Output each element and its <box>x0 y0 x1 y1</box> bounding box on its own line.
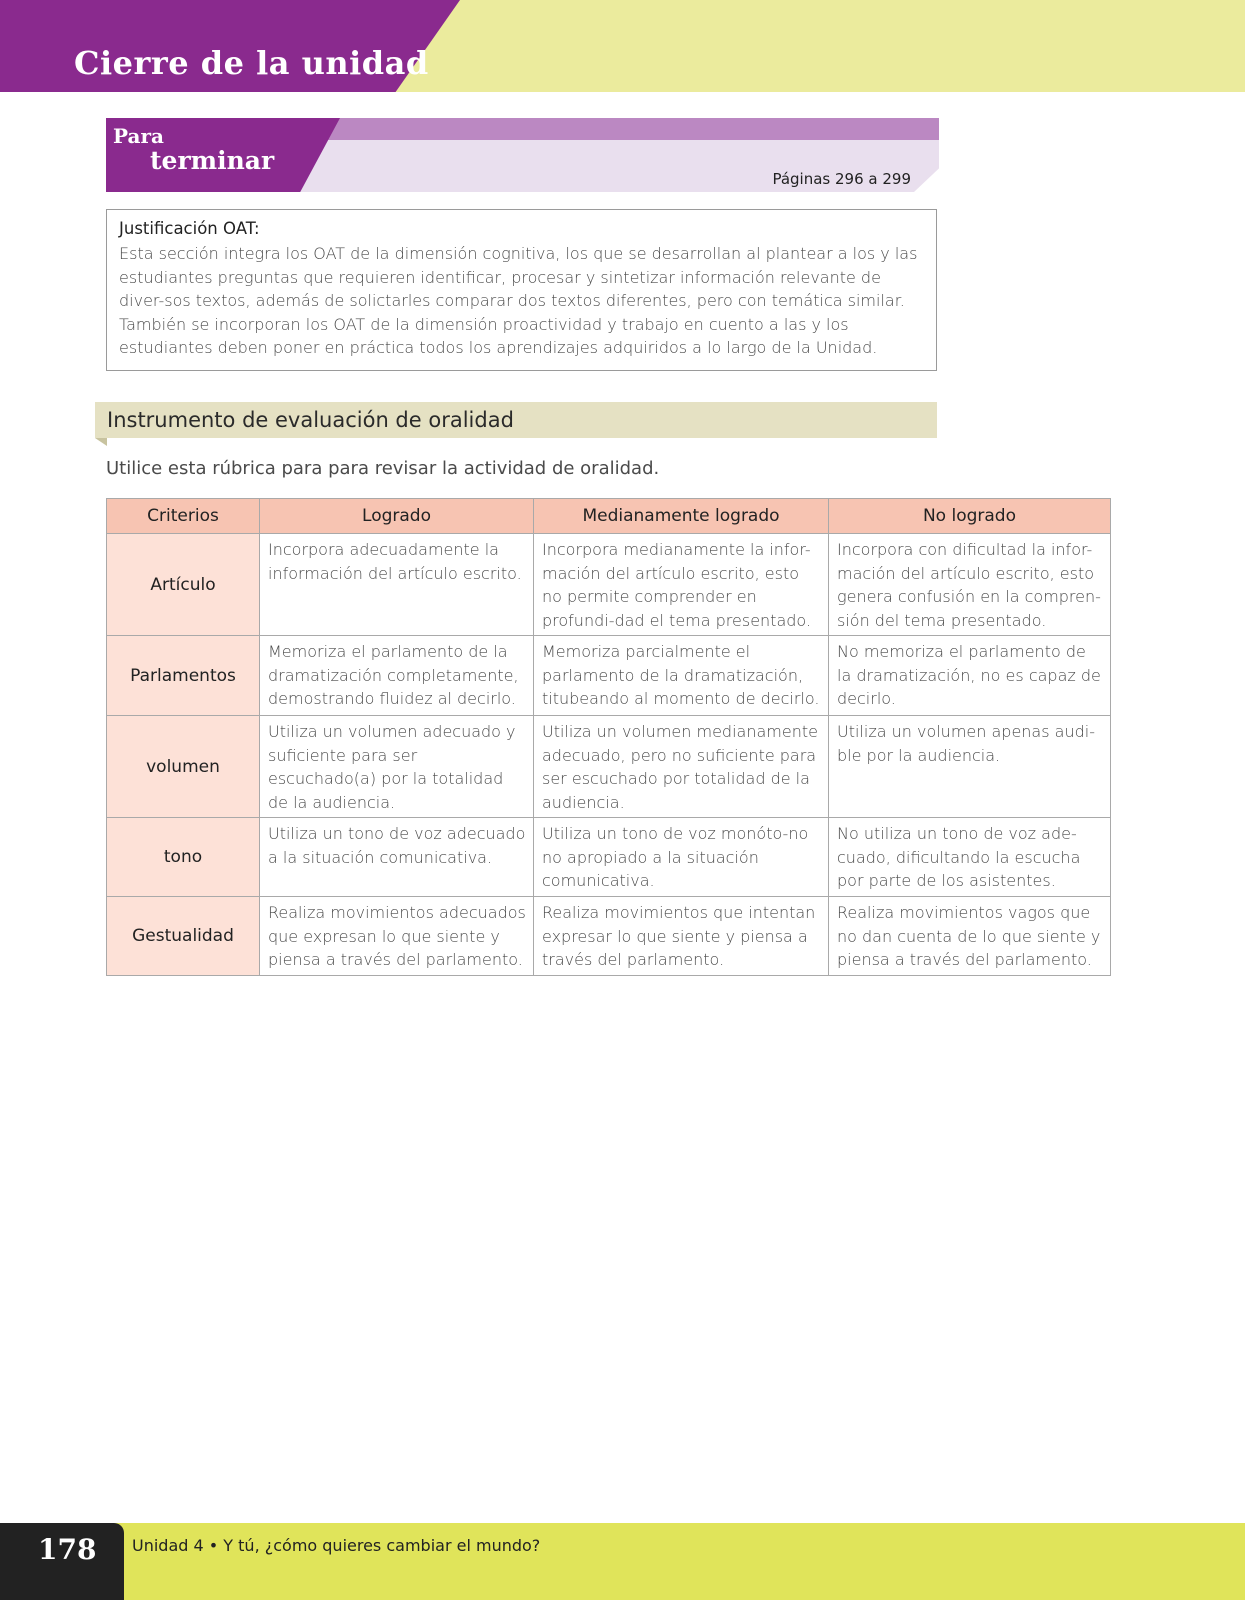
oat-justification-box <box>106 209 937 371</box>
medianamente-cell: Memoriza parcialmente el parlamento de la dramatización, titubeando al momento de decirlo. <box>534 636 829 716</box>
criterion-cell: tono <box>107 818 260 897</box>
medianamente-cell: Utiliza un volumen medianamente adecuado, pero no suficiente para ser escuchado por totalidad de la audiencia. <box>534 716 829 818</box>
page-number-tab <box>0 1523 124 1600</box>
logrado-cell: Utiliza un volumen adecuado y suficiente para ser escuchado(a) por la totalidad de la audiencia. <box>260 716 534 818</box>
banner-pages: Páginas 296 a 299 <box>772 170 911 188</box>
no-logrado-cell: Realiza movimientos vagos que no dan cuenta de lo que siente y piensa a través del parlamento. <box>829 897 1111 976</box>
page-title: Cierre de la unidad <box>74 44 429 82</box>
footer-band <box>0 1523 1245 1600</box>
logrado-cell: Utiliza un tono de voz adecuado a la situación comunicativa. <box>260 818 534 897</box>
table-row <box>107 716 1111 818</box>
rubric-table <box>106 498 1111 976</box>
section-title: Instrumento de evaluación de oralidad <box>107 408 514 432</box>
logrado-cell: Realiza movimientos adecuados que expresan lo que siente y piensa a través del parlamento. <box>260 897 534 976</box>
logrado-cell: Incorpora adecuadamente la información del artículo escrito. <box>260 534 534 636</box>
header-no-logrado: No logrado <box>829 499 1111 534</box>
logrado-cell: Memoriza el parlamento de la dramatización completamente, demostrando fluidez al decirlo. <box>260 636 534 716</box>
table-row <box>107 818 1111 897</box>
header-logrado: Logrado <box>260 499 534 534</box>
page-number: 178 <box>38 1533 97 1566</box>
header-medianamente-logrado: Medianamente logrado <box>534 499 829 534</box>
oat-title: Justificación OAT: <box>119 219 260 238</box>
table-row <box>107 636 1111 716</box>
para-terminar-banner <box>106 118 939 192</box>
section-heading-fold <box>95 438 107 446</box>
medianamente-cell: Realiza movimientos que intentan expresar lo que siente y piensa a través del parlamento. <box>534 897 829 976</box>
table-row <box>107 897 1111 976</box>
medianamente-cell: Incorpora medianamente la infor-mación del artículo escrito, esto no permite comprender en profundi-dad el tema presentado. <box>534 534 829 636</box>
criterion-cell: Artículo <box>107 534 260 636</box>
oat-text: Esta sección integra los OAT de la dimensión cognitiva, los que se desarrollan al plantear a los y las estudiantes preguntas que requieren identificar, procesar y sintetizar información relevante de diver-sos textos, además de solictarles comparar dos textos diferentes, pero con temática similar. También se incorporan los OAT de la dimensión proactividad y trabajo en cuento a las y los estudiantes deben poner en práctica todos los aprendizajes adquiridos a lo largo de la Unidad. <box>119 244 918 357</box>
table-row <box>107 534 1111 636</box>
banner-line1: Para <box>113 124 164 148</box>
no-logrado-cell: Incorpora con dificultad la infor-mación del artículo escrito, esto genera confusión en la compren-sión del tema presentado. <box>829 534 1111 636</box>
criterion-cell: Parlamentos <box>107 636 260 716</box>
no-logrado-cell: Utiliza un volumen apenas audi-ble por la audiencia. <box>829 716 1111 818</box>
no-logrado-cell: No utiliza un tono de voz ade-cuado, dificultando la escucha por parte de los asistentes. <box>829 818 1111 897</box>
header-criterios: Criterios <box>107 499 260 534</box>
no-logrado-cell: No memoriza el parlamento de la dramatización, no es capaz de decirlo. <box>829 636 1111 716</box>
banner-line2: terminar <box>150 146 275 175</box>
medianamente-cell: Utiliza un tono de voz monóto-no no apropiado a la situación comunicativa. <box>534 818 829 897</box>
section-intro: Utilice esta rúbrica para para revisar la actividad de oralidad. <box>106 458 660 479</box>
criterion-cell: Gestualidad <box>107 897 260 976</box>
section-heading <box>95 402 937 438</box>
rubric-header-row <box>107 499 1111 534</box>
footer-unit-text: Unidad 4 • Y tú, ¿cómo quieres cambiar el mundo? <box>132 1536 541 1555</box>
criterion-cell: volumen <box>107 716 260 818</box>
